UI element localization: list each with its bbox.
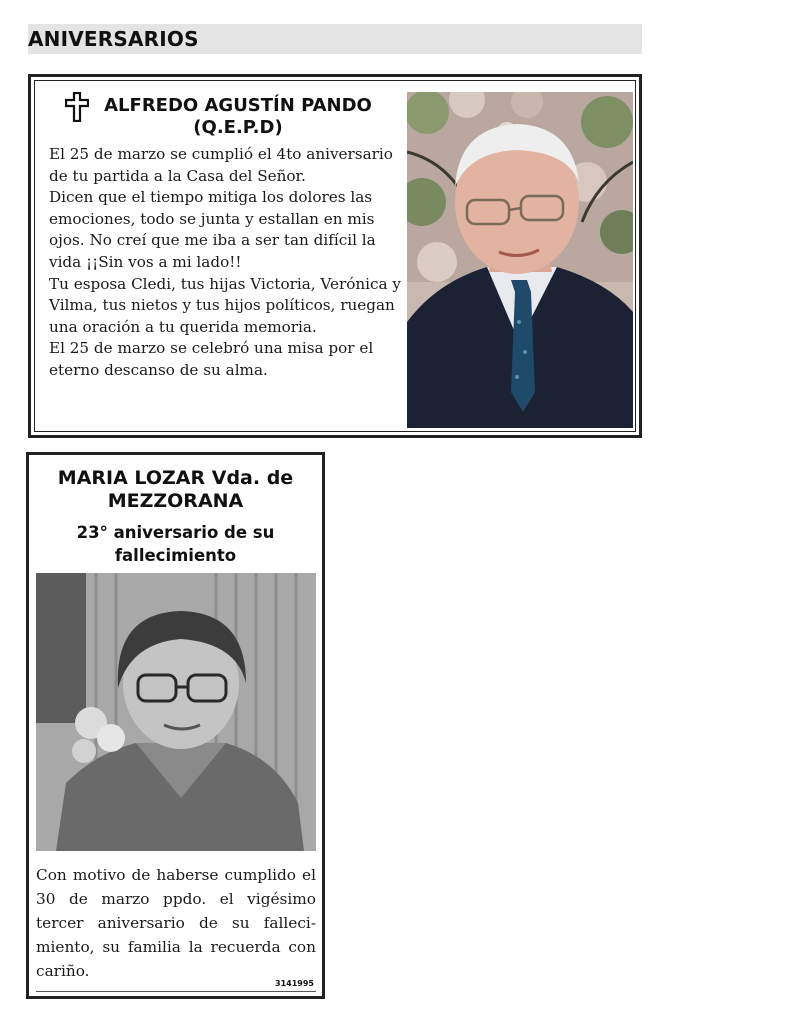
paragraph: Tu esposa Cledi, tus hijas Victoria, Verónica y Vilma, tus nietos y tus hijos políticos, ruegan una oración a tu querida memoria. [49,274,402,336]
cross-icon [65,92,89,122]
ad-code: 3141995 [275,979,314,988]
divider [36,991,316,992]
notice-name [93,95,383,139]
obituary-notice-pando [28,74,642,438]
anniversary-notice-lozar [26,452,325,999]
deceased-name: MARIA LOZAR Vda. de MEZZORANA [57,467,294,512]
paragraph: El 25 de marzo se celebró una misa por el eterno descanso de su alma. [49,339,374,379]
portrait-photo-elderly-man [407,92,633,428]
notice-body [49,144,401,382]
notice-inner-border [34,80,636,432]
qepd-label: (Q.E.P.D) [193,117,283,138]
anniversary-subtitle: 23° aniversario de su fallecimiento [76,523,275,565]
paragraph: El 25 de marzo se cumplió el 4to aniversario de tu partida a la Casa del Señor. [49,145,393,185]
portrait-photo-elderly-woman [36,573,316,851]
notice-body: Con motivo de haberse cumplido el 30 de marzo ppdo. el vigésimo tercer aniversario de su falleci-miento, su familia la recuerda con cariño. [36,866,316,980]
section-header [28,24,642,54]
section-title: ANIVERSARIOS [28,27,199,51]
deceased-name: ALFREDO AGUSTÍN PANDO [104,95,372,116]
paragraph: Dicen que el tiempo mitiga los dolores las emociones, todo se junta y estallan en mis ojos. No creí que me iba a ser tan difícil la vida ¡¡Sin vos a mi lado!! [49,188,376,271]
